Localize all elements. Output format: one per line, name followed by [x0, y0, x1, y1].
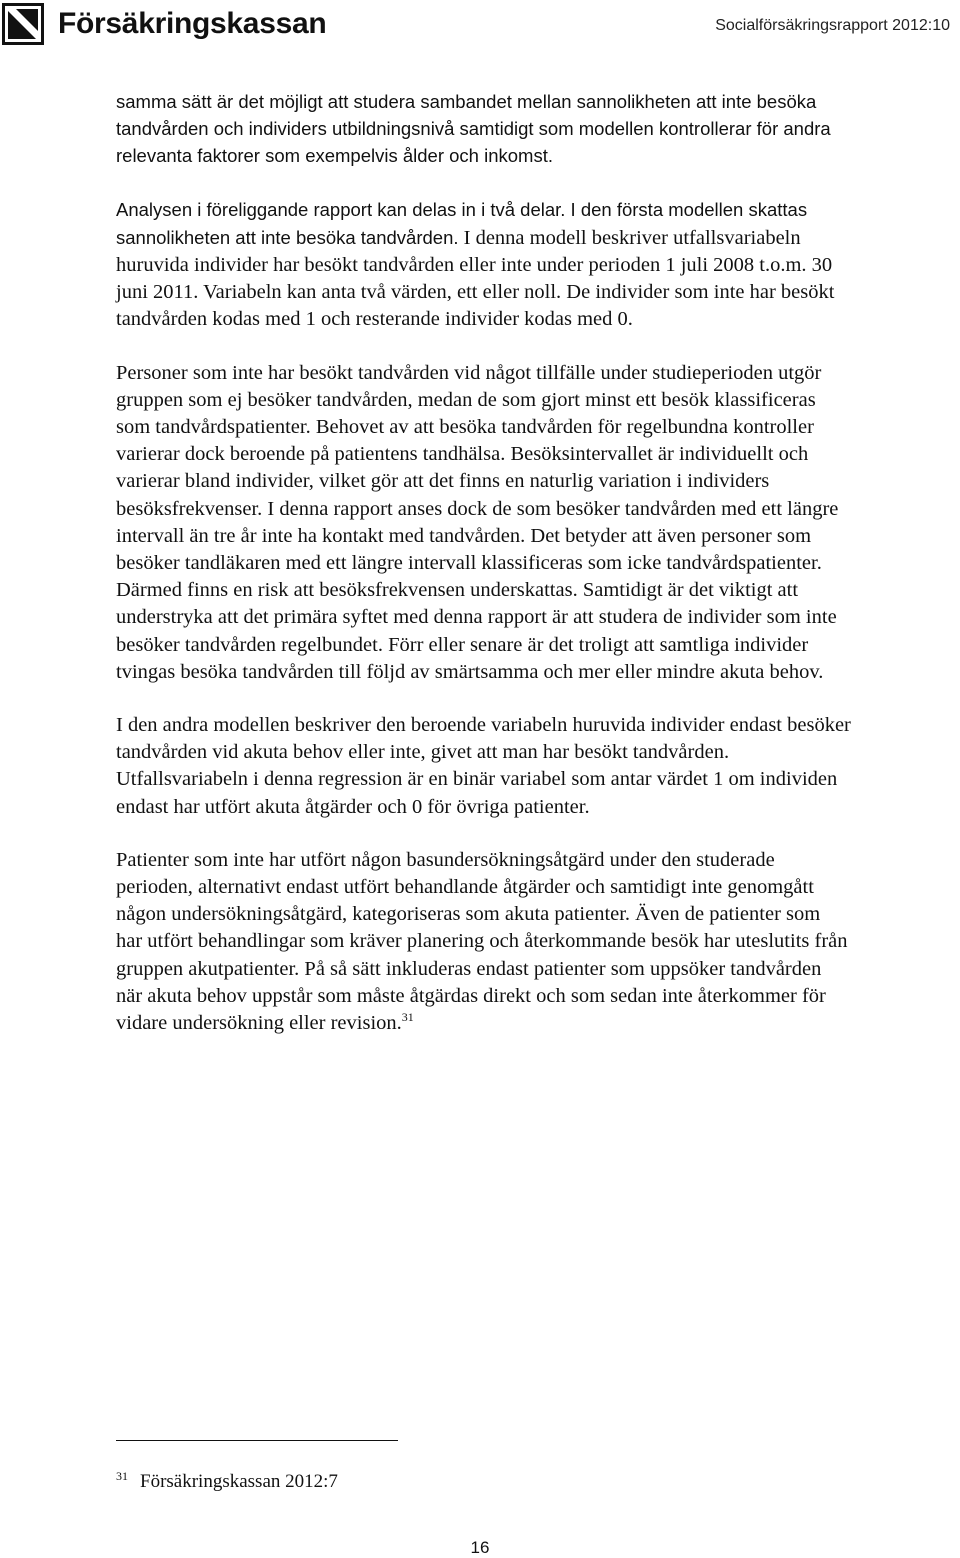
- forsakringskassan-logo-icon: [2, 3, 44, 45]
- footnote-number: 31: [116, 1468, 128, 1483]
- page-header: [0, 0, 960, 58]
- paragraph-2: [116, 196, 851, 334]
- footnote-text: Försäkringskassan 2012:7: [140, 1471, 338, 1492]
- footnote: [116, 1470, 338, 1494]
- paragraph-4: I den andra modellen beskriver den beroende variabeln huruvida individer endast besöker tandvården vid akuta behov eller inte, givet att man har besökt tandvården. Utfallsvariabeln i denna regression är en binär variabel som antar värdet 1 om individen endast har utfört akuta åtgärder och 0 för övriga patienter.: [116, 714, 851, 818]
- paragraph-2-part-b: I denna modell beskriver utfallsvariabeln huruvida individer har besökt tandvården eller inte under perioden 1 juli 2008 t.o.m. 30 juni 2011. Variabeln kan anta två värden, ett eller noll. De individer som inte har besökt tandvården kodas med 1 och resterande individer kodas med 0.: [116, 226, 835, 331]
- footnote-reference[interactable]: 31: [401, 1010, 414, 1025]
- paragraph-2-part-a: Analysen i föreliggande rapport kan delas in i två delar. I den första modellen skattas sannolikheten att inte besöka tandvården.: [116, 198, 808, 248]
- footnote-divider: [116, 1440, 398, 1441]
- paragraph-3: Personer som inte har besökt tandvården vid något tillfälle under studieperioden utgör gruppen som ej besöker tandvården, medan de som gjort minst ett besök klassificeras som tandvårdspatienter. Behovet av att besöka tandvården för regelbundna kontroller varierar dock beroende på patientens tandhälsa. Besöksintervallet är individuellt och varierar bland individer, vilket gör att det finns en naturlig variation i individers besöksfrekvenser. I denna rapport anses dock de som besöker tandvården med ett längre intervall än tre år inte ha kontakt med tandvården. Det betyder att även personer som besöker tandläkaren med ett längre intervall klassificeras som icke tandvårdspatienter. Därmed finns en risk att besöksfrekvensen underskattas. Samtidigt är det viktigt att understryka att det primära syftet med denna rapport är att studera de individer som inte besöker tandvården regelbundet. Förr eller senare är det troligt att samtliga individer tvingas besöka tandvården till följd av smärtsamma och mer eller mindre akuta behov.: [116, 361, 839, 683]
- page-number: 16: [470, 1538, 490, 1557]
- paragraph-5: [116, 847, 851, 1037]
- logo: [2, 3, 326, 45]
- paragraph-5-text: Patienter som inte har utfört någon basundersökningsåtgärd under den studerade perioden, alternativt endast utfört behandlande åtgärder och samtidigt inte genomgått någon undersökningsåtgärd, kategoriseras som akuta patienter. Även de patienter som har utfört behandlingar som kräver planering och återkommande besök har uteslutits från gruppen akutpatienter. På så sätt inkluderas endast patienter som uppsöker tandvården när akuta behov uppstår som måste åtgärdas direkt och som sedan inte återkommer för vidare undersökning eller revision.: [116, 848, 848, 1035]
- report-identifier: Socialförsäkringsrapport 2012:10: [715, 17, 950, 34]
- paragraph-1: samma sätt är det möjligt att studera sambandet mellan sannolikheten att inte besöka tandvården och individers utbildningsnivå samtidigt som modellen kontrollerar för andra relevanta faktorer som exempelvis ålder och inkomst.: [116, 91, 831, 167]
- main-content: [116, 88, 851, 1063]
- logo-text: Försäkringskassan: [58, 7, 327, 40]
